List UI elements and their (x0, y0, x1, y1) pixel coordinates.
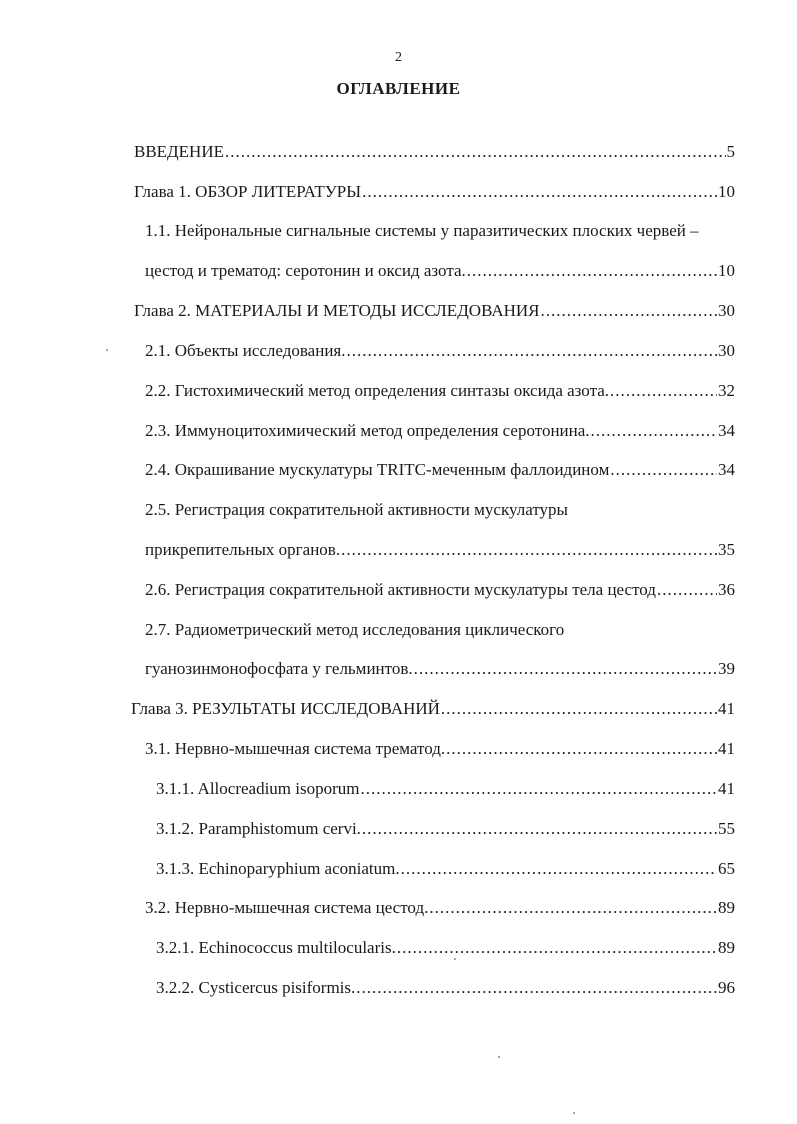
toc-leader-dots (414, 658, 717, 680)
toc-entry-3-2-2[interactable] (156, 977, 735, 999)
toc-leader-dots (446, 738, 717, 760)
toc-entry-page: 34 (718, 421, 735, 440)
toc-leader-dots (225, 141, 726, 163)
toc-entry-3-1-3[interactable] (156, 858, 735, 880)
toc-leader-dots (361, 778, 717, 800)
toc-leader-dots (401, 858, 717, 880)
scan-speck (454, 958, 456, 960)
toc-entry-page: 5 (726, 142, 735, 161)
toc-entry-page: 41 (718, 739, 735, 758)
scan-speck (106, 349, 108, 351)
toc-entry-chapter-2[interactable] (134, 300, 735, 322)
toc-entry-page: 65 (718, 859, 735, 878)
toc-entry-text: Глава 2. МАТЕРИАЛЫ И МЕТОДЫ ИССЛЕДОВАНИЯ (134, 301, 540, 320)
toc-leader-dots (362, 181, 717, 203)
toc-entry-text: цестод и трематод: серотонин и оксид азота. (145, 261, 466, 280)
toc-entry-text: Глава 1. ОБЗОР ЛИТЕРАТУРЫ (134, 182, 362, 201)
toc-leader-dots (610, 459, 717, 481)
scan-speck (498, 1056, 500, 1058)
toc-entry-chapter-1[interactable] (134, 181, 735, 203)
toc-entry-page: 30 (718, 301, 735, 320)
toc-entry-page: 36 (718, 580, 735, 599)
toc-entry-3-1-2[interactable] (156, 818, 735, 840)
scan-speck (573, 1112, 575, 1114)
toc-entry-page: 34 (718, 460, 735, 479)
toc-entry-page: 89 (718, 938, 735, 957)
toc-leader-dots (441, 698, 717, 720)
toc-leader-dots (657, 579, 717, 601)
page-title: ОГЛАВЛЕНИЕ (336, 79, 461, 98)
toc-entry-page: 96 (718, 978, 735, 997)
toc-entry-text: ВВЕДЕНИЕ (134, 142, 224, 161)
toc-entry-text: 2.4. Окрашивание мускулатуры TRITC-меченным фаллоидином (145, 460, 610, 479)
toc-entry-3-2[interactable] (145, 897, 735, 919)
toc-entry-page: 10 (718, 261, 735, 280)
toc-entry-page: 89 (718, 898, 735, 917)
toc-entry-page: 39 (718, 659, 735, 678)
toc-entry-page: 32 (718, 381, 735, 400)
toc-entry-2-6[interactable] (145, 579, 735, 601)
toc-entry-2-7[interactable] (145, 658, 735, 680)
toc-entry-text: 3.1. Нервно-мышечная система трематод. (145, 739, 446, 758)
toc-leader-dots (397, 937, 717, 959)
toc-entry-page: 35 (718, 540, 735, 559)
toc-entry-3-2-1[interactable] (156, 937, 735, 959)
toc-leader-dots (541, 300, 717, 322)
toc-entry-text: прикрепительных органов. (145, 540, 341, 559)
toc-entry-text: гуанозинмонофосфата у гельминтов. (145, 659, 413, 678)
toc-entry-1-1[interactable] (145, 260, 735, 282)
toc-entry-intro[interactable] (134, 141, 735, 163)
toc-entry-2-1[interactable] (145, 340, 735, 362)
toc-entry-2-3[interactable] (145, 420, 735, 442)
toc-entry-text: 3.1.1. Allocreadium isoporum (156, 779, 360, 798)
toc-entry-page: 41 (718, 699, 735, 718)
toc-leader-dots (467, 260, 717, 282)
toc-entry-page: 55 (718, 819, 735, 838)
toc-entry-1-1-line-1[interactable]: 1.1. Нейрональные сигнальные системы у паразитических плоских червей – (145, 221, 699, 240)
toc-entry-page: 30 (718, 341, 735, 360)
toc-entry-text: 3.1.3. Echinoparyphium aconiatum. (156, 859, 400, 878)
toc-entry-page: 41 (718, 779, 735, 798)
toc-leader-dots (341, 539, 717, 561)
toc-entry-2-2[interactable] (145, 380, 735, 402)
toc-entry-2-7-line-1[interactable]: 2.7. Радиометрический метод исследования циклического (145, 620, 565, 639)
toc-entry-text: 3.2. Нервно-мышечная система цестод. (145, 898, 429, 917)
toc-leader-dots (346, 340, 717, 362)
toc-entry-text: 3.2.2. Cysticercus pisiformis. (156, 978, 356, 997)
toc-entry-3-1-1[interactable] (156, 778, 735, 800)
toc-leader-dots (591, 420, 717, 442)
toc-entry-2-5-line-1[interactable]: 2.5. Регистрация сократительной активности мускулатуры (145, 500, 568, 519)
page-number: 2 (395, 50, 402, 65)
toc-entry-text: 2.2. Гистохимический метод определения синтазы оксида азота. (145, 381, 610, 400)
toc-entry-2-4[interactable] (145, 459, 735, 481)
toc-leader-dots (610, 380, 717, 402)
toc-entry-3-1[interactable] (145, 738, 735, 760)
toc-entry-text: Глава 3. РЕЗУЛЬТАТЫ ИССЛЕДОВАНИЙ (131, 699, 440, 718)
toc-entry-chapter-3[interactable] (131, 698, 735, 720)
toc-leader-dots (362, 818, 717, 840)
toc-entry-text: 2.3. Иммуноцитохимический метод определения серотонина. (145, 421, 590, 440)
toc-entry-text: 3.2.1. Echinococcus multilocularis. (156, 938, 396, 957)
toc-entry-text: 3.1.2. Paramphistomum cervi. (156, 819, 361, 838)
toc-leader-dots (429, 897, 717, 919)
toc-leader-dots (356, 977, 717, 999)
toc-entry-page: 10 (718, 182, 735, 201)
toc-entry-text: 2.6. Регистрация сократительной активности мускулатуры тела цестод (145, 580, 656, 599)
toc-entry-text: 2.1. Объекты исследования. (145, 341, 346, 360)
toc-entry-2-5[interactable] (145, 539, 735, 561)
